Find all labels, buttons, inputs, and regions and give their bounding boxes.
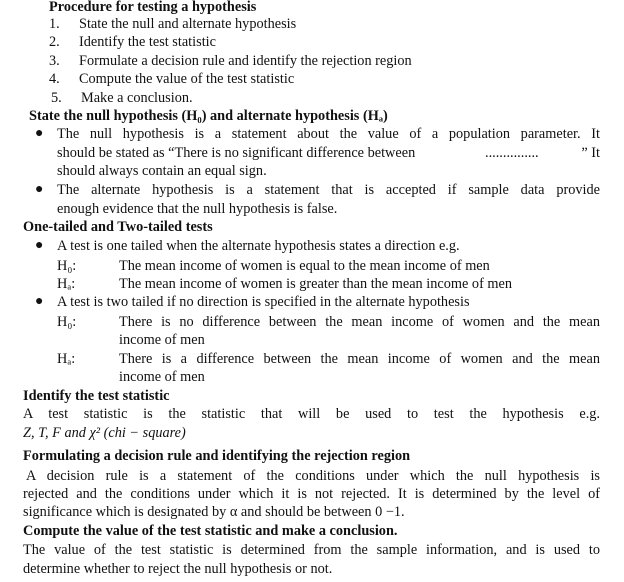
bullet-icon: ● <box>35 182 44 197</box>
procedure-step: 2. Identify the test statistic <box>49 34 216 50</box>
state-hypothesis-heading: State the null hypothesis (H₀) and alternate hypothesis (Hₐ) <box>29 108 388 124</box>
procedure-step: 5. Make a conclusion. <box>51 90 193 106</box>
one-h0-text: The mean income of women is equal to the mean income of men <box>119 258 490 274</box>
procedure-step: 3. Formulate a decision rule and identify the rejection region <box>49 53 412 69</box>
bullet-icon: ● <box>35 238 44 253</box>
statistics-list: Z, T, F and χ² (chi − square) <box>23 425 186 441</box>
decision-line: A decision rule is a statement of the conditions under which the null hypothesis is <box>26 468 600 484</box>
procedure-step: 1. State the null and alternate hypothesis <box>49 16 297 32</box>
one-tailed-line: A test is one tailed when the alternate hypothesis states a direction e.g. <box>57 238 460 254</box>
compute-line: determine whether to reject the null hypothesis or not. <box>23 561 333 577</box>
h0-label: H₀: <box>57 314 77 330</box>
compute-heading: Compute the value of the test statistic and make a conclusion. <box>23 523 398 539</box>
compute-line: The value of the test statistic is determined from the sample information, and is used to <box>23 542 600 558</box>
one-ha-text: The mean income of women is greater than the mean income of men <box>119 276 513 292</box>
bullet-icon: ● <box>35 126 44 141</box>
null-hypothesis-line: should always contain an equal sign. <box>57 163 267 179</box>
null-hypothesis-line: should be stated as “There is no significant difference between ............... ” It <box>57 145 600 161</box>
two-h0-text: There is no difference between the mean income of women and the mean <box>119 314 600 330</box>
decision-line: significance which is designated by α and should be between 0 −1. <box>23 504 405 520</box>
ha-label: Hₐ: <box>57 276 76 292</box>
procedure-step: 4. Compute the value of the test statistic <box>49 71 295 87</box>
decision-line: rejected and the conditions under which it is not rejected. It is determined by the level of <box>23 486 600 502</box>
procedure-heading: Procedure for testing a hypothesis <box>49 0 257 15</box>
h0-label: H₀: <box>57 258 77 274</box>
alt-hypothesis-line: enough evidence that the null hypothesis is false. <box>57 201 338 217</box>
decision-heading: Formulating a decision rule and identifying the rejection region <box>23 448 411 464</box>
null-hypothesis-line: The null hypothesis is a statement about the value of a population parameter. It <box>57 126 600 142</box>
quote-end: ” It <box>581 145 600 161</box>
two-ha-text: income of men <box>119 369 205 385</box>
two-ha-text: There is a difference between the mean income of women and the mean <box>119 351 600 367</box>
alt-hypothesis-line: The alternate hypothesis is a statement that is accepted if sample data provide <box>57 182 600 198</box>
ha-label: Hₐ: <box>57 351 76 367</box>
identify-line: A test statistic is the statistic that will be used to test the hypothesis e.g. <box>23 406 600 422</box>
two-tailed-line: A test is two tailed if no direction is specified in the alternate hypothesis <box>57 294 470 310</box>
identify-heading: Identify the test statistic <box>23 388 170 404</box>
tails-heading: One-tailed and Two-tailed tests <box>23 219 213 235</box>
bullet-icon: ● <box>35 294 44 309</box>
two-h0-text: income of men <box>119 332 205 348</box>
dots-placeholder: ............... <box>485 145 539 161</box>
